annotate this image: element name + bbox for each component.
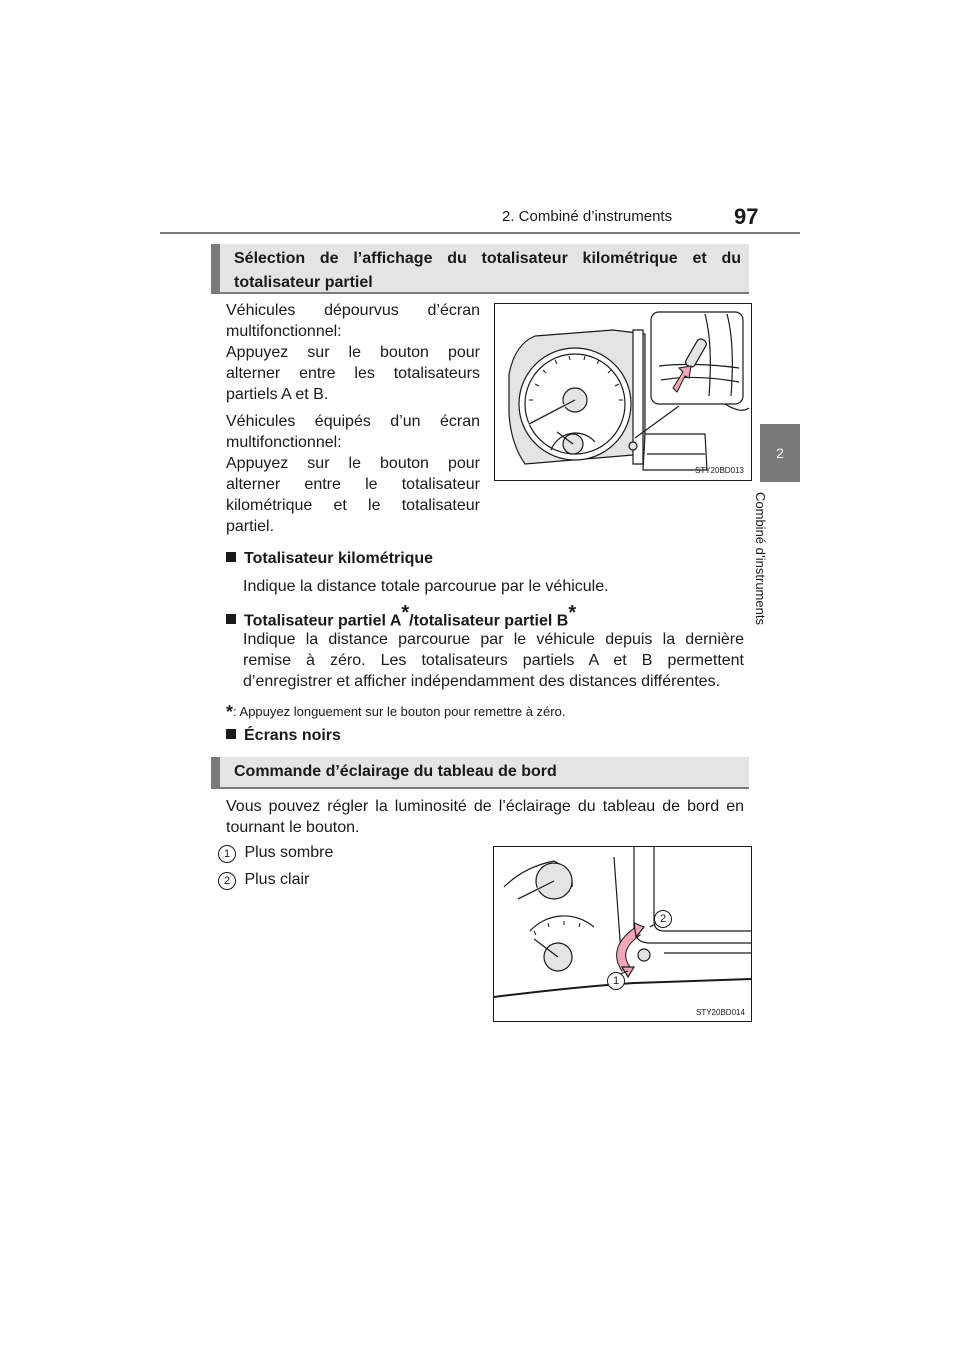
text-line: partiels A et B. <box>226 386 329 403</box>
section1-text <box>226 300 480 537</box>
chapter-tab: 2 <box>760 424 800 482</box>
number-circle-icon: 2 <box>218 872 236 890</box>
dimmer-illustration <box>494 847 751 1021</box>
asterisk-mark: * <box>568 602 577 624</box>
text-line: tournant le bouton. <box>226 819 360 836</box>
text-line: Véhicules équipés d’un écran <box>226 413 480 430</box>
text-line: multifonctionnel: <box>226 434 342 451</box>
footnote <box>226 702 565 723</box>
text-line: Vous pouvez régler la luminosité de l’éclairage du tableau de bord en <box>226 798 744 815</box>
text-line: kilométrique et le totalisateur <box>226 497 480 514</box>
figure-code: STY20BD014 <box>696 1008 745 1017</box>
section-heading-display-selection <box>211 244 749 294</box>
bullet-title: Totalisateur kilométrique <box>244 550 434 567</box>
trip-meter-text <box>243 629 744 692</box>
text-line: Indique la distance parcourue par le véhicule depuis la dernière <box>243 631 744 648</box>
text-line: alterner entre les totalisateurs <box>226 365 480 382</box>
bullet-black-screens <box>226 727 341 745</box>
cluster-illustration <box>495 304 751 480</box>
callout-1 <box>607 971 625 990</box>
bullet-title-mid: /totalisateur partiel B <box>409 612 569 630</box>
text-line: Appuyez sur le bouton pour <box>226 455 480 472</box>
list-item-label: Plus clair <box>244 871 310 888</box>
figure-dimmer-knob <box>493 846 752 1022</box>
bullet-square-icon <box>226 729 236 739</box>
running-header: 2. Combiné d’instruments <box>502 208 673 225</box>
text-line: multifonctionnel: <box>226 323 342 340</box>
bullet-square-icon <box>226 614 236 624</box>
bullet-trip-meter <box>226 602 576 630</box>
number-circle-icon: 1 <box>218 845 236 863</box>
bullet-square-icon <box>226 552 236 562</box>
list-item-brighter <box>218 869 309 890</box>
text-line: alterner entre le totalisateur <box>226 476 480 493</box>
bullet-odometer <box>226 550 433 568</box>
bullet-title: Écrans noirs <box>244 727 341 744</box>
section2-text <box>226 796 744 838</box>
asterisk-mark: * <box>401 602 410 624</box>
list-item-label: Plus sombre <box>244 844 334 861</box>
text-line: d’enregistrer et afficher indépendamment des distances différentes. <box>243 673 721 690</box>
list-item-darker <box>218 842 333 863</box>
odometer-text: Indique la distance totale parcourue par le véhicule. <box>243 578 609 595</box>
footnote-mark: * <box>226 702 234 722</box>
text-line: partiel. <box>226 518 275 535</box>
text-line: Appuyez sur le bouton pour <box>226 344 480 361</box>
figure-code: STY20BD013 <box>695 466 744 475</box>
section-heading-line1: Sélection de l’affichage du totalisateur kilométrique et du <box>234 250 741 267</box>
callout-2 <box>654 909 672 928</box>
chapter-side-label <box>753 492 784 652</box>
header-rule <box>160 232 800 234</box>
page-number: 97 <box>734 204 759 229</box>
number-circle-icon: 1 <box>607 972 625 990</box>
bullet-title: Totalisateur partiel A <box>244 612 402 630</box>
section-heading-panel-lighting: Commande d’éclairage du tableau de bord <box>211 757 749 789</box>
chapter-side-label-text: Combiné d’instruments <box>753 492 768 625</box>
section-heading-line2: totalisateur partiel <box>234 274 373 291</box>
text-line: Véhicules dépourvus d’écran <box>226 302 480 319</box>
footnote-text: : Appuyez longuement sur le bouton pour remettre à zéro. <box>233 704 566 719</box>
figure-odometer-button <box>494 303 752 481</box>
number-circle-icon: 2 <box>654 910 672 928</box>
text-line: remise à zéro. Les totalisateurs partiels A et B permettent <box>243 652 744 669</box>
